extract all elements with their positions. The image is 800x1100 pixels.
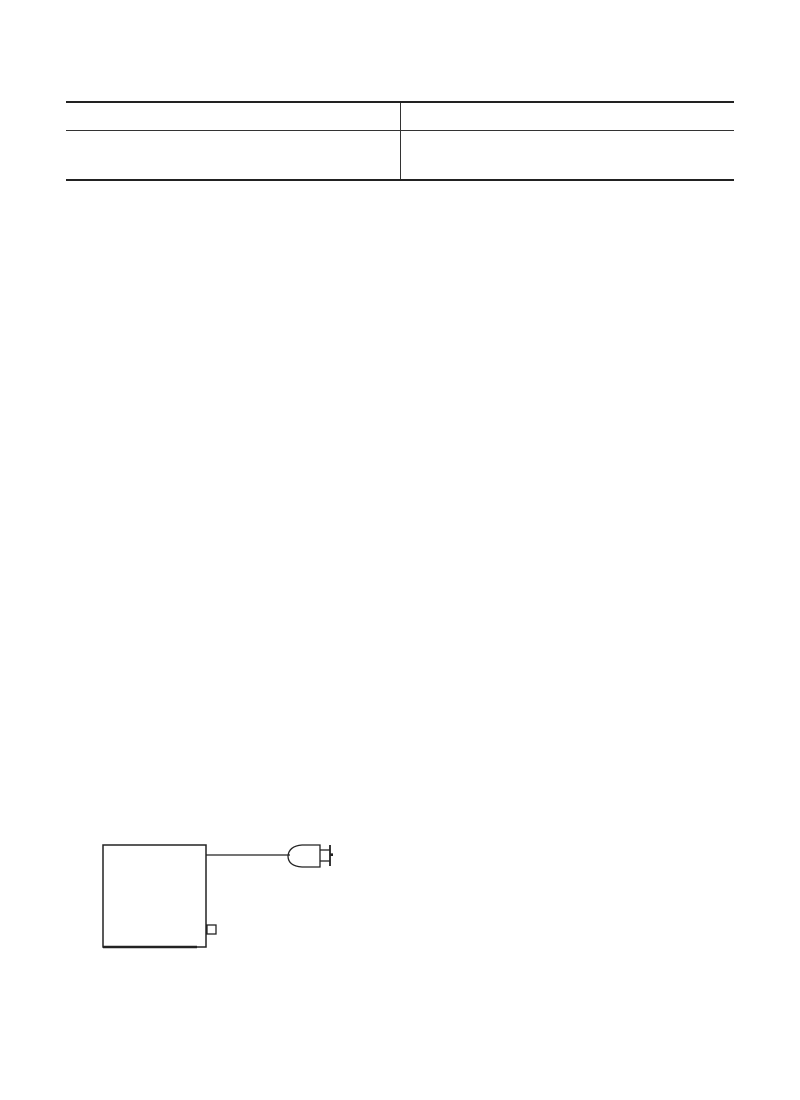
heading-5-2-1-2 — [66, 696, 78, 710]
table-row — [66, 131, 734, 157]
device-under-test-box — [103, 845, 206, 947]
table-cell — [400, 156, 734, 180]
table-cell — [400, 131, 734, 157]
heading-4-3 — [66, 301, 78, 315]
gnd-terminal — [207, 925, 216, 934]
clause-4-2-3 — [66, 209, 78, 223]
clause-4-3-3 — [66, 373, 78, 387]
table-cell — [66, 156, 400, 180]
voltage-table — [66, 101, 734, 181]
clause-4-2-2 — [66, 183, 78, 197]
clause-4-3-4 — [66, 397, 78, 411]
heading-5 — [66, 503, 78, 517]
table-row — [66, 156, 734, 180]
plug-icon — [288, 845, 320, 867]
heading-4-4 — [66, 421, 78, 435]
heading-5-2-1 — [66, 604, 78, 618]
heading-5-2-1-1 — [66, 628, 78, 642]
heading-5-2 — [66, 580, 78, 594]
clause-4-3-1 — [66, 325, 78, 339]
column-header-working-voltage — [66, 102, 400, 131]
heading-5-1 — [66, 534, 78, 548]
clause-4-3-2 — [66, 349, 78, 363]
column-header-test-voltage — [400, 102, 734, 131]
table-cell — [66, 131, 400, 157]
